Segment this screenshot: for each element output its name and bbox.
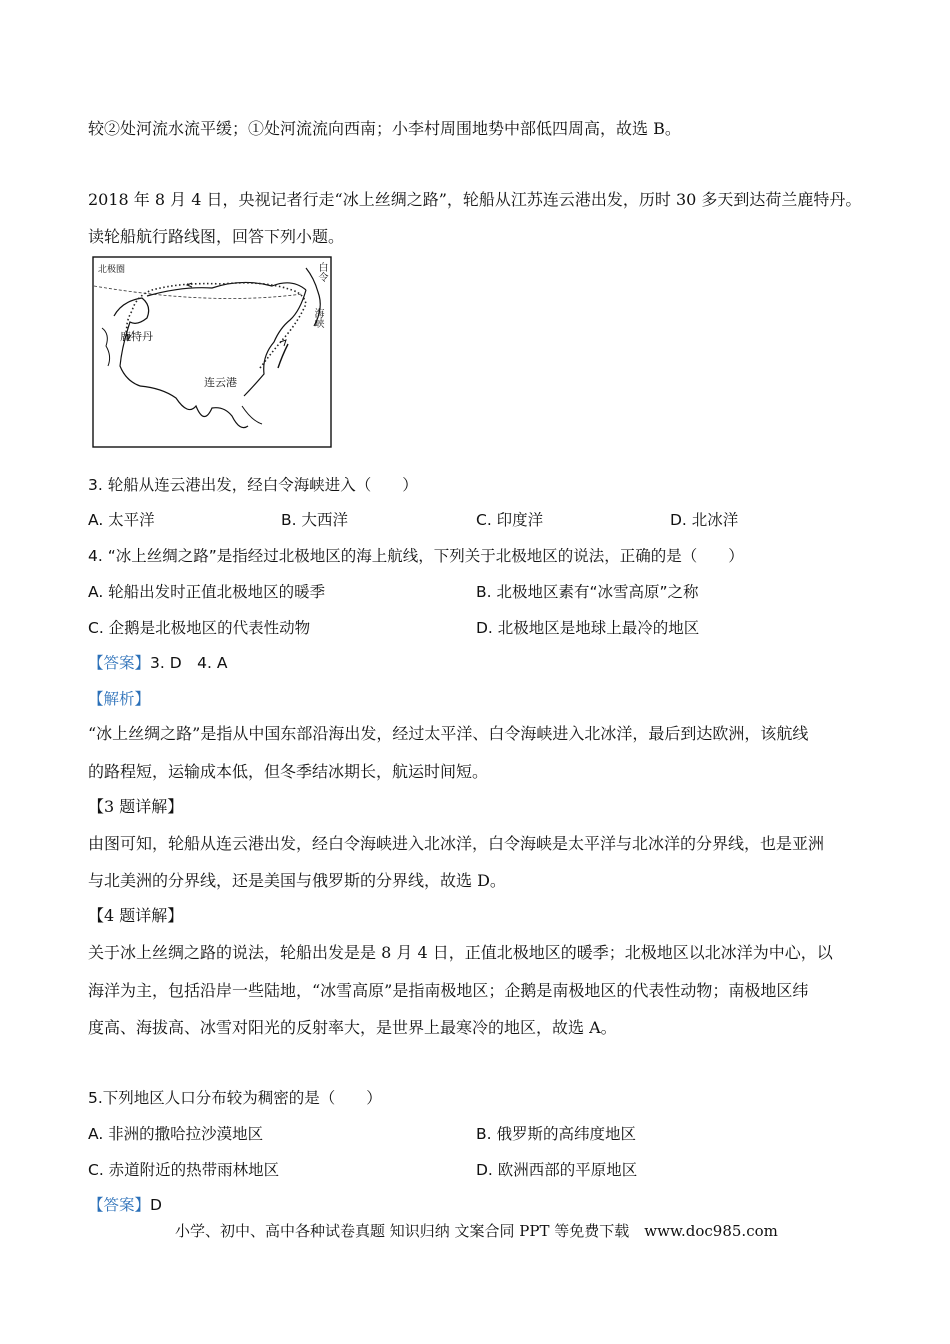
text-line: 2018 年 8 月 4 日，央视记者行走“冰上丝绸之路”，轮船从江苏连云港出发，历时 30 多天到达荷兰鹿特丹。 (88, 190, 862, 209)
detail-4-text: 关于冰上丝绸之路的说法，轮船出发是是 8 月 4 日，正值北极地区的暖季；北极地区以北冰洋为中心，以 (88, 943, 833, 962)
answer-1 (88, 652, 228, 674)
question-4: 4. “冰上丝绸之路”是指经过北极地区的海上航线，下列关于北极地区的说法，正确的是（ ） (88, 547, 744, 565)
detail-4-text: 海洋为主，包括沿岸一些陆地，“冰雪高原”是指南极地区；企鹅是南极地区的代表性动物；南极地区纬 (88, 981, 809, 1000)
analysis-tag: 【解析】 (88, 690, 151, 708)
question-3: 3. 轮船从连云港出发，经白令海峡进入（ ） (88, 476, 418, 494)
page-footer: 小学、初中、高中各种试卷真题 知识归纳 文案合同 PPT 等免费下载 www.doc985.com (175, 1222, 778, 1240)
answer-tag: 【答案】 (88, 654, 151, 672)
question-3-option-b: B. 大西洋 (281, 511, 348, 529)
question-5-option-a: A. 非洲的撒哈拉沙漠地区 (88, 1125, 264, 1143)
detail-4-text: 度高、海拔高、冰雪对阳光的反射率大，是世界上最寒冷的地区，故选 A。 (88, 1018, 617, 1037)
text-line: 较②处河流水流平缓；①处河流流向西南；小李村周围地势中部低四周高，故选 B。 (88, 119, 681, 138)
map-label-lianyungang: 连云港 (204, 376, 237, 389)
detail-4-tag: 【4 题详解】 (88, 906, 184, 925)
route-map (92, 256, 332, 448)
question-3-option-a: A. 太平洋 (88, 511, 155, 529)
detail-3-tag: 【3 题详解】 (88, 797, 184, 816)
question-5: 5.下列地区人口分布较为稠密的是（ ） (88, 1089, 382, 1107)
map-label-arctic-circle: 北极圈 (98, 265, 126, 275)
question-4-option-b: B. 北极地区素有“冰雪高原”之称 (476, 583, 699, 601)
question-4-option-c: C. 企鹅是北极地区的代表性动物 (88, 619, 311, 637)
map-label-bering-b: 海峡 (312, 308, 323, 328)
question-5-option-d: D. 欧洲西部的平原地区 (476, 1161, 638, 1179)
analysis-text: “冰上丝绸之路”是指从中国东部沿海出发，经过太平洋、白令海峡进入北冰洋，最后到达欧洲，该航线 (88, 724, 809, 743)
answer-2 (88, 1194, 162, 1216)
question-5-option-c: C. 赤道附近的热带雨林地区 (88, 1161, 280, 1179)
question-3-option-c: C. 印度洋 (476, 511, 544, 529)
question-3-option-d: D. 北冰洋 (670, 511, 739, 529)
question-4-option-d: D. 北极地区是地球上最冷的地区 (476, 619, 700, 637)
map-label-bering-a: 白令 (316, 262, 327, 282)
answer-text: 3. D 4. A (150, 654, 228, 672)
map-label-rotterdam: 鹿特丹 (120, 330, 153, 343)
answer-text: D (150, 1196, 162, 1214)
question-5-option-b: B. 俄罗斯的高纬度地区 (476, 1125, 636, 1143)
detail-3-text: 与北美洲的分界线，还是美国与俄罗斯的分界线，故选 D。 (88, 871, 506, 890)
detail-3-text: 由图可知，轮船从连云港出发，经白令海峡进入北冰洋，白令海峡是太平洋与北冰洋的分界线，也是亚洲 (88, 834, 825, 853)
route-map-drawing (92, 256, 332, 448)
text-line: 读轮船航行路线图，回答下列小题。 (88, 227, 345, 246)
question-4-option-a: A. 轮船出发时正值北极地区的暖季 (88, 583, 326, 601)
analysis-text: 的路程短，运输成本低，但冬季结冰期长，航运时间短。 (88, 762, 489, 781)
answer-tag: 【答案】 (88, 1196, 151, 1214)
